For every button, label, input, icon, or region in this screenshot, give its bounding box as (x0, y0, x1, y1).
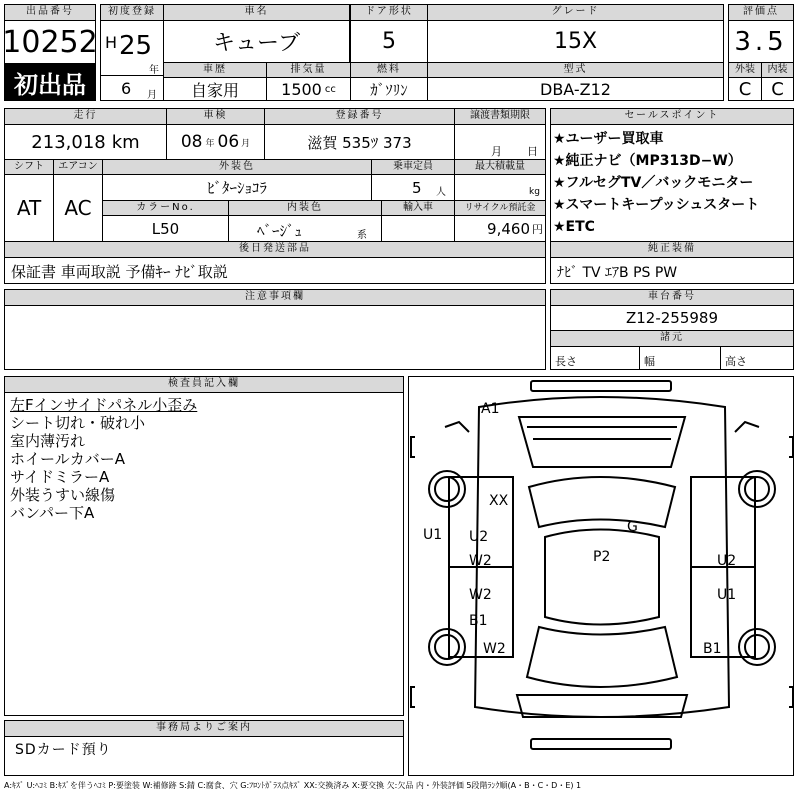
model: DBA-Z12 (427, 77, 724, 101)
sales-point: ★スマートキープッシュスタート (553, 197, 760, 213)
chassis-number: Z12-255989 (550, 305, 794, 331)
cc-unit: cc (324, 83, 336, 95)
capacity: 5 (412, 179, 422, 197)
insp-month-unit: 月 (241, 138, 251, 149)
km-unit: km (111, 131, 140, 153)
displacement: 1500 (281, 79, 322, 99)
ac-label: エアコン (53, 159, 103, 175)
grade-label: グレード (427, 4, 724, 21)
damage-code: U1 (717, 587, 737, 603)
ext-score: C (728, 77, 762, 101)
color-no: L50 (102, 215, 229, 242)
recycle-box (454, 215, 546, 242)
sales-point: ★ユーザー買取車 (553, 131, 664, 147)
damage-code: A1 (481, 401, 500, 417)
legend: A:ｷｽﾞ U:ﾍｺﾐ B:ｷｽﾞを伴うﾍｺﾐ P:要塗装 W:補修跡 S:錆 C:腐食、穴 G:ﾌﾛﾝﾄｶﾞﾗｽ点ｷｽﾞ XX:交換済み X:要交換 欠:欠品 内・外装評価 5段階ﾗﾝｸ順(A・B・C・D・E) 1 (4, 781, 582, 790)
ac: AC (53, 174, 103, 242)
later-label: 後日発送部品 (4, 241, 546, 258)
caution-box (4, 305, 546, 370)
int-score-label: 内装 (761, 62, 794, 78)
first-listing-badge: 初出品 (4, 63, 96, 101)
car-name-label: 車名 (163, 4, 350, 21)
sales-point: ★純正ナビ（MP313D−W） (553, 153, 742, 169)
capacity-box (371, 174, 455, 201)
damage-code: U2 (469, 529, 489, 545)
inspection-box (166, 124, 265, 160)
damage-code: U2 (717, 553, 737, 569)
transfer-box (454, 124, 546, 160)
car-name: キューブ (163, 20, 350, 63)
year-unit: 年 (149, 65, 159, 76)
mileage-label: 走行 (4, 108, 167, 125)
first-reg-box (100, 20, 164, 76)
sales-points (550, 124, 794, 242)
transfer-day: 日 (527, 145, 538, 158)
length: 長さ (550, 346, 640, 370)
lot-label: 出品番号 (4, 4, 96, 21)
transfer-month: 月 (491, 145, 502, 158)
lot-number: 10252 (4, 20, 96, 64)
load-box (454, 174, 546, 201)
mileage: 213,018 (31, 131, 106, 153)
displacement-label: 排気量 (266, 62, 351, 78)
damage-diagram (408, 376, 794, 776)
car-diagram (409, 377, 795, 777)
damage-code: U1 (423, 527, 443, 543)
shift-label: シフト (4, 159, 54, 175)
sales-point: ★フルセグTV／バックモニター (553, 175, 754, 191)
inspection-label: 車検 (166, 108, 265, 125)
color: ﾋﾞﾀｰｼｮｺﾗ (102, 174, 372, 201)
inspector-label: 検査員記入欄 (4, 376, 404, 393)
int-score: C (761, 77, 794, 101)
shift: AT (4, 174, 54, 242)
damage-code: P2 (593, 549, 611, 565)
import-box (381, 215, 455, 242)
width: 幅 (639, 346, 721, 370)
note: 外装うすい線傷 (10, 486, 116, 504)
plate-label: 登録番号 (264, 108, 455, 125)
displacement-box (266, 77, 351, 101)
damage-code: W2 (483, 641, 506, 657)
interior-label: 内装色 (228, 200, 382, 216)
note: 室内薄汚れ (10, 432, 86, 450)
first-reg-label: 初度登録 (100, 4, 164, 21)
equip-label: 純正装備 (550, 241, 794, 258)
ext-score-label: 外装 (728, 62, 762, 78)
color-label: 外装色 (102, 159, 372, 175)
interior-unit: 系 (357, 230, 367, 241)
interior-box (228, 215, 382, 242)
model-label: 型式 (427, 62, 724, 78)
note: シート切れ・破れ小 (10, 414, 146, 432)
height: 高さ (720, 346, 794, 370)
damage-code: B1 (469, 613, 488, 629)
yen-unit: 円 (532, 222, 543, 236)
history-label: 車歴 (163, 62, 267, 78)
score: 3.5 (728, 20, 794, 63)
door-count: 5 (350, 20, 428, 63)
insp-year-unit: 年 (205, 138, 215, 149)
transfer-label: 譲渡書類期限 (454, 108, 546, 125)
sales-label: セールスポイント (550, 108, 794, 125)
interior: ﾍﾞｰｼﾞｭ (257, 222, 303, 240)
inspector-notes (10, 396, 197, 522)
damage-code: XX (489, 493, 509, 509)
recycle-label: リサイクル預託金 (454, 200, 546, 216)
note: 左Fインサイドパネル小歪み (10, 396, 198, 414)
recycle: 9,460 (487, 219, 530, 238)
reg-year: 25 (119, 31, 153, 61)
load-label: 最大積載量 (454, 159, 546, 175)
era: H (105, 33, 118, 52)
damage-code: B1 (703, 641, 722, 657)
later-parts: 保証書 車両取説 予備ｷｰ ﾅﾋﾞ取説 (4, 257, 546, 284)
reg-month: 6 (121, 79, 132, 98)
capacity-unit: 人 (436, 187, 446, 198)
capacity-label: 乗車定員 (371, 159, 455, 175)
sales-point: ★ETC (553, 219, 595, 235)
note: サイドミラーA (10, 468, 110, 486)
score-label: 評価点 (728, 4, 794, 21)
dims-label: 諸元 (550, 330, 794, 347)
caution-label: 注意事項欄 (4, 289, 546, 306)
damage-code: W2 (469, 553, 492, 569)
grade: 15X (427, 20, 724, 63)
insp-month: 06 (217, 132, 240, 152)
plate: 滋賀 535ﾂ 373 (264, 124, 455, 160)
import-label: 輸入車 (381, 200, 455, 216)
history: 自家用 (163, 77, 267, 101)
damage-code: W2 (469, 587, 492, 603)
note: バンパー下A (10, 504, 95, 522)
load-unit: kg (529, 187, 540, 197)
door-label: ドア形状 (350, 4, 428, 21)
fuel-label: 燃料 (350, 62, 428, 78)
note: ホイールカバーA (10, 450, 125, 468)
fuel: ｶﾞｿﾘﾝ (350, 77, 428, 101)
mileage-box (4, 124, 167, 160)
month-unit: 月 (147, 90, 157, 101)
reg-month-box (100, 75, 164, 101)
color-no-label: カラーNo. (102, 200, 229, 216)
insp-year: 08 (180, 132, 203, 152)
damage-code: G (627, 519, 638, 535)
equipment: ﾅﾋﾞ TV ｴｱB PS PW (550, 257, 794, 284)
office-note: SDカード預り (4, 736, 404, 776)
office-label: 事務局よりご案内 (4, 720, 404, 737)
chassis-label: 車台番号 (550, 289, 794, 306)
